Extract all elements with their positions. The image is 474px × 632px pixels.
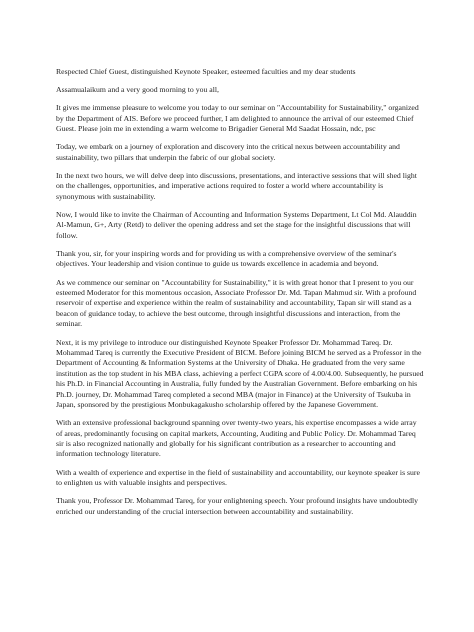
moderator-introduction-paragraph: As we commence our seminar on "Accountability for Sustainability," it is with great honor that I present to you our esteemed Moderator for this momentous occasion, Associate Professor Dr. Md. Tapan Mahmud sir. With a profound reservoir of expertise and experience within the realm of sustainability and accountability, Tapan sir will stand as a beacon of guidance today, to achieve the best outcome, through insightful discussions and interaction, from the seminar.	[56, 277, 417, 329]
salutation-paragraph: Respected Chief Guest, distinguished Keynote Speaker, esteemed faculties and my dear students	[56, 67, 356, 76]
welcome-paragraph: It gives me immense pleasure to welcome you today to our seminar on "Accountability for Sustainability," organized by the Department of AIS. Before we proceed further, I am delighted to announce the arrival of our esteemed Chief Guest. Please join me in extending a warm welcome to Brigadier General Md Saadat Hossain, ndc, psc	[56, 103, 419, 134]
greeting-paragraph: Assamualaikum and a very good morning to you all,	[56, 85, 219, 95]
agenda-paragraph: In the next two hours, we will delve deep into discussions, presentations, and interactive sessions that will shed light on the challenges, opportunities, and imperative actions required to foster a world where accountability is synonymous with sustainability.	[56, 171, 417, 201]
chairman-invitation-paragraph: Now, I would like to invite the Chairman of Accounting and Information Systems Department, Lt Col Md. Alauddin Al-Mamun, G+, Arty (Retd) to deliver the opening address and set the stage for the insightful discussions that will follow.	[56, 210, 417, 240]
keynote-background-paragraph: With an extensive professional background spanning over twenty-two years, his expertise encompasses a wide array of areas, predominantly focusing on capital markets, Accounting, Auditing and Public Policy. Dr. Mohammad Tareq sir is also recognized nationally and globally for his significant contribution as a researcher to accounting and information technology literature.	[56, 418, 417, 459]
keynote-thanks-paragraph: Thank you, Professor Dr. Mohammad Tareq, for your enlightening speech. Your profound insights have undoubtedly enriched our understanding of the crucial intersection between accountability and sustainability.	[56, 496, 419, 516]
keynote-expertise-paragraph: With a wealth of experience and expertise in the field of sustainability and accountability, our keynote speaker is sure to enlighten us with valuable insights and perspectives.	[56, 467, 420, 487]
document-page	[56, 67, 424, 525]
chairman-thanks-paragraph: Thank you, sir, for your inspiring words and for providing us with a comprehensive overview of the seminar's objectives. Your leadership and vision continue to guide us towards excellence in academia and beyond.	[56, 249, 397, 269]
keynote-introduction-paragraph: Next, it is my privilege to introduce our distinguished Keynote Speaker Professor Dr. Mohammad Tareq. Dr. Mohammad Tareq is currently the Executive President of BICM. Before joining BICM he served as a Professor in the Department of Accounting & Information Systems at the University of Dhaka. He graduated from the very same institution as the top student in his MBA class, achieving a perfect CGPA score of 4.00/4.00. Subsequently, he pursued his Ph.D. in Financial Accounting in Australia, fully funded by the Australian Government. Before embarking on his Ph.D. journey, Dr. Mohammad Tareq completed a second MBA (major in Finance) at the University of Tsukuba in Japan, sponsored by the prestigious Monbukagakusho scholarship offered by the Japanese Government.	[56, 337, 424, 409]
introduction-paragraph: Today, we embark on a journey of exploration and discovery into the critical nexus between accountability and sustainability, two pillars that underpin the fabric of our global society.	[56, 142, 400, 162]
